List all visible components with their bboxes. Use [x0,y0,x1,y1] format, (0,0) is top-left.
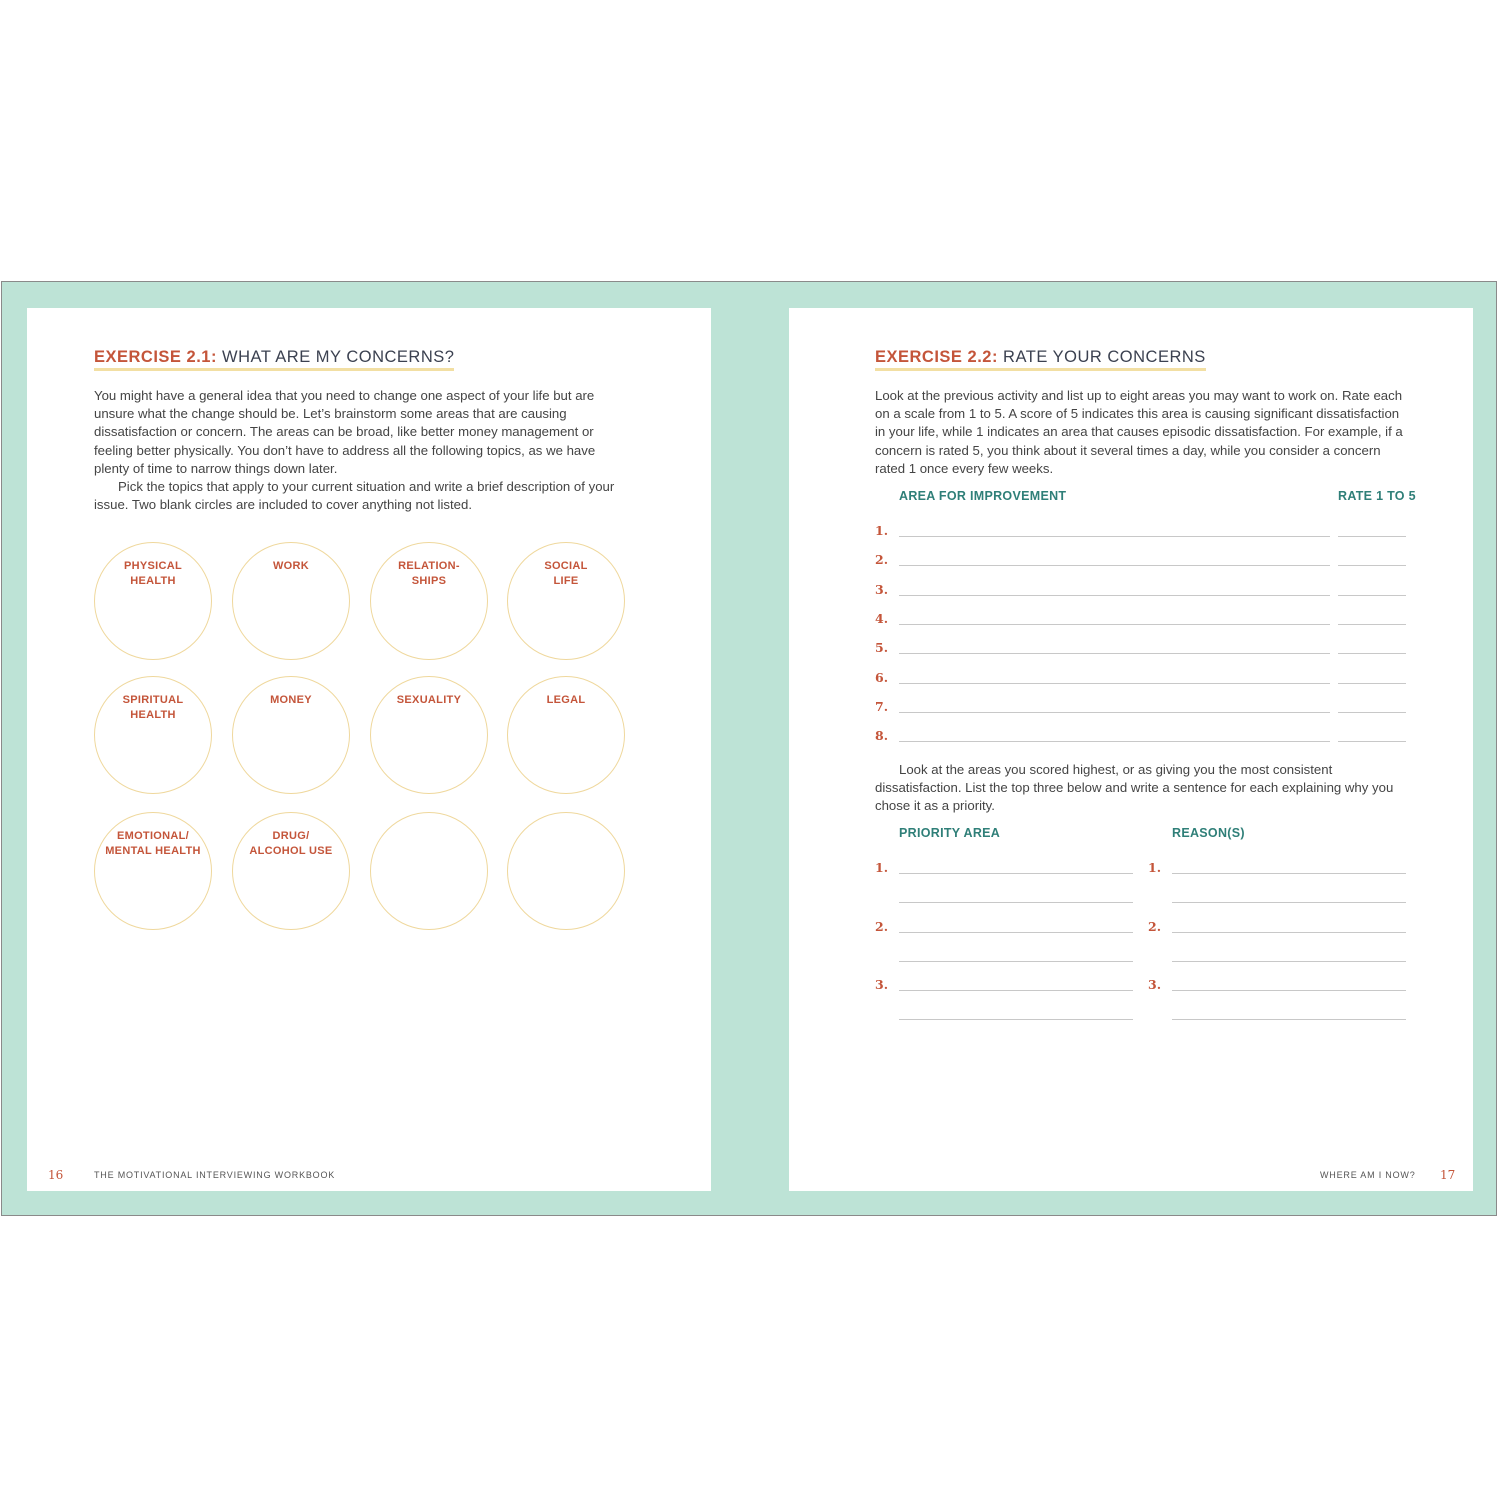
column-header-area: AREA FOR IMPROVEMENT [899,489,1067,503]
area-write-line[interactable] [899,595,1330,596]
priority-write-line[interactable] [899,902,1133,903]
rating-write-line[interactable] [1338,741,1406,742]
rating-write-line[interactable] [1338,653,1406,654]
topic-label: PHYSICAL HEALTH [123,560,183,587]
rating-write-line[interactable] [1338,565,1406,566]
area-write-line[interactable] [899,683,1330,684]
area-write-line[interactable] [899,536,1330,537]
row-number: 5. [875,640,889,656]
priority-write-line[interactable] [899,990,1133,991]
row-number: 8. [875,728,889,744]
row-number: 2. [875,552,889,568]
topic-label: WORK [272,560,310,572]
area-write-line[interactable] [899,565,1330,566]
rating-write-line[interactable] [1338,712,1406,713]
exercise-number: EXERCISE 2.1: [94,348,217,366]
topic-circle[interactable] [232,812,350,930]
paragraph: Look at the previous activity and list up to eight areas you may want to work on. Rate each on a scale from 1 to 5. A score of 5 indicates this area is causing significant dissatisfaction in your life, while 1 indicates an area that causes episodic dissatisfaction. For example, if a concern is rated 5, you think about it several times a day, while you consider a concern rated 1 once every few weeks. [875,388,1403,476]
topic-label: MONEY [270,694,312,706]
left-page [27,308,711,1191]
rating-write-line[interactable] [1338,624,1406,625]
row-number: 4. [875,610,889,626]
row-number: 7. [875,698,889,714]
exercise-title [875,348,1206,370]
instructions [875,387,1405,478]
reason-write-line[interactable] [1172,902,1406,903]
rating-write-line[interactable] [1338,536,1406,537]
reason-write-line[interactable] [1172,932,1406,933]
paragraph: Look at the areas you scored highest, or as giving you the most consistent dissatisfaction. List the top three below and write a sentence for each explaining why you chose it as a priority. [875,762,1394,814]
topic-circle[interactable] [370,542,488,660]
exercise-name: WHAT ARE MY CONCERNS? [216,348,455,366]
topic-circle[interactable] [507,812,625,930]
instructions [94,387,624,514]
column-header-reasons: REASON(S) [1172,826,1245,840]
reason-number: 2. [1148,918,1162,934]
topic-circle[interactable] [507,542,625,660]
row-number: 1. [875,523,889,538]
topic-label: SEXUALITY [396,694,462,706]
priority-write-line[interactable] [899,961,1133,962]
priority-write-line[interactable] [899,1019,1133,1020]
topic-label: SPIRITUAL HEALTH [122,694,184,721]
area-write-line[interactable] [899,653,1330,654]
topic-circle[interactable] [94,542,212,660]
column-header-rating: RATE 1 TO 5 [1338,489,1416,503]
page-number: 16 [48,1168,64,1182]
reason-write-line[interactable] [1172,1019,1406,1020]
running-head: THE MOTIVATIONAL INTERVIEWING WORKBOOK [94,1170,336,1180]
rating-write-line[interactable] [1338,683,1406,684]
right-page [789,308,1473,1191]
column-header-priority: PRIORITY AREA [899,826,1001,840]
row-number: 6. [875,669,889,685]
area-write-line[interactable] [899,712,1330,713]
priority-number: 3. [875,977,889,993]
topic-circle[interactable] [370,676,488,794]
priority-number: 1. [875,860,889,875]
exercise-number: EXERCISE 2.2: [875,348,998,366]
topic-label: RELATION- SHIPS [398,560,460,587]
book-spread [1,281,1497,1216]
area-write-line[interactable] [899,624,1330,625]
reason-number: 1. [1148,860,1162,875]
running-head: WHERE AM I NOW? [1320,1170,1416,1180]
paragraph: You might have a general idea that you need to change one aspect of your life but are unsure what the change should be. Let’s brainstorm some areas that are causing dissatisfaction or concern. The areas can be broad, like better money management or feeling better physically. You don’t have to address all the following topics, as we have plenty of time to narrow things down later. [94,388,596,476]
reason-write-line[interactable] [1172,961,1406,962]
row-number: 3. [875,581,889,597]
reason-write-line[interactable] [1172,990,1406,991]
topic-label: LEGAL [546,694,586,706]
topic-circle[interactable] [94,676,212,794]
page-number: 17 [1440,1168,1456,1182]
topic-circle[interactable] [94,812,212,930]
paragraph: Pick the topics that apply to your current situation and write a brief description of your issue. Two blank circles are included to cover anything not listed. [94,479,615,513]
priority-number: 2. [875,918,889,934]
rating-write-line[interactable] [1338,595,1406,596]
topic-label: EMOTIONAL/ MENTAL HEALTH [105,830,201,857]
topic-circle[interactable] [232,542,350,660]
topic-circle[interactable] [507,676,625,794]
exercise-title [94,348,454,370]
topic-label: DRUG/ ALCOHOL USE [249,830,333,857]
topic-label: SOCIAL LIFE [544,560,588,587]
priority-write-line[interactable] [899,932,1133,933]
area-write-line[interactable] [899,741,1330,742]
reason-number: 3. [1148,977,1162,993]
priority-instructions [875,761,1405,816]
topic-circle[interactable] [370,812,488,930]
priority-write-line[interactable] [899,873,1133,874]
reason-write-line[interactable] [1172,873,1406,874]
topic-circle[interactable] [232,676,350,794]
exercise-name: RATE YOUR CONCERNS [997,348,1206,366]
